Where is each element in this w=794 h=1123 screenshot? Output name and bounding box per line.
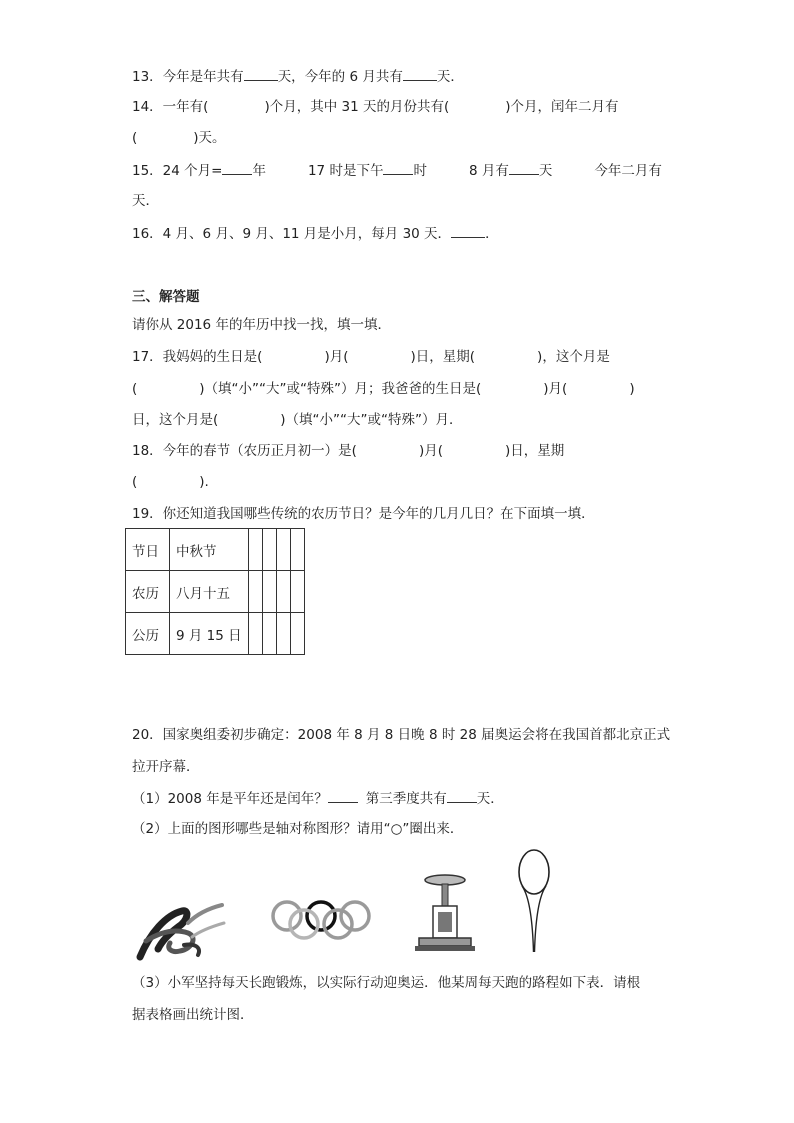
q14-text-1: 14．一年有( <box>132 99 209 115</box>
q20-part2-text: （2）上面的图形哪些是轴对称图形？请用“○”圈出来． <box>132 821 464 837</box>
ring-black <box>307 902 335 930</box>
q20-part1-text-2: 第三季度共有 <box>365 791 447 807</box>
empty-cell[interactable] <box>276 613 290 655</box>
q13-text-3: 天． <box>436 69 464 85</box>
q15-text-8: 天． <box>132 193 159 209</box>
q17-text-10: )（填“小”“大”或“特殊”）月． <box>280 412 463 428</box>
table-row <box>126 613 305 655</box>
q20-part3-text-1: （3）小军坚持每天长跑锻炼，以实际行动迎奥运．他某周每天跑的路程如下表．请根 <box>132 975 641 991</box>
question-17 <box>132 347 610 367</box>
q15-text-4: 时 <box>413 163 427 179</box>
empty-cell[interactable] <box>248 571 262 613</box>
question-20 <box>132 725 670 745</box>
q15-text-6: 天 <box>538 163 553 179</box>
answer-blank[interactable] <box>403 66 437 81</box>
q20-part3-text-2: 据表格画出统计图． <box>132 1007 254 1023</box>
question-14-line-2 <box>132 128 226 148</box>
question-20-line-2 <box>132 757 200 777</box>
empty-cell[interactable] <box>262 529 276 571</box>
table-row-label: 农历 <box>126 571 170 613</box>
olympic-torch-icon[interactable] <box>415 872 475 954</box>
q14-text-5: )天。 <box>193 130 226 146</box>
answer-blank[interactable] <box>509 160 539 175</box>
question-13 <box>132 66 464 87</box>
q15-text-3: 17 时是下午 <box>307 163 384 179</box>
racket-icon[interactable] <box>514 848 554 954</box>
question-20-part-1 <box>132 788 504 809</box>
question-18 <box>132 441 564 461</box>
empty-cell[interactable] <box>290 571 304 613</box>
answer-blank[interactable] <box>383 160 413 175</box>
answer-blank[interactable] <box>447 788 477 803</box>
q18-text-1: 18．今年的春节（农历正月初一）是( <box>132 443 357 459</box>
q18-text-2: )月( <box>418 443 443 459</box>
calligraphy-emblem-icon[interactable] <box>132 893 232 963</box>
table-row <box>126 571 305 613</box>
table-cell: 9 月 15 日 <box>170 613 249 655</box>
q17-text-1: 17．我妈妈的生日是( <box>132 349 263 365</box>
q17-text-4: )，这个月是 <box>537 349 610 365</box>
q17-text-8: ) <box>629 381 635 397</box>
q17-text-5: ( <box>132 381 138 397</box>
table-row-label: 公历 <box>126 613 170 655</box>
answer-blank[interactable] <box>328 788 358 803</box>
section-intro-text: 请你从 2016 年的年历中找一找，填一填． <box>132 317 391 333</box>
empty-cell[interactable] <box>276 571 290 613</box>
q15-text-2: 年 <box>252 163 266 179</box>
q20-text-2: 拉开序幕． <box>132 759 200 775</box>
q15-text-5: 8 月有 <box>468 163 509 179</box>
question-17-line-3 <box>132 410 463 430</box>
empty-cell[interactable] <box>248 529 262 571</box>
ring-blue <box>273 902 301 930</box>
question-16 <box>132 223 499 244</box>
table-row-label: 节日 <box>126 529 170 571</box>
question-19 <box>132 504 595 524</box>
ring-yellow <box>290 910 318 938</box>
q18-text-3: )日，星期 <box>505 443 565 459</box>
empty-cell[interactable] <box>290 613 304 655</box>
section-title-text: 三、解答题 <box>132 289 200 305</box>
q13-text-2: 天，今年的 6 月共有 <box>277 69 403 85</box>
q16-text-1: 16．4 月、6 月、9 月、11 月是小月，每月 30 天． <box>132 226 452 242</box>
empty-cell[interactable] <box>290 529 304 571</box>
festival-table <box>125 528 305 655</box>
question-14 <box>132 97 619 117</box>
ring-red <box>341 902 369 930</box>
question-17-line-2 <box>132 379 635 399</box>
question-18-line-2 <box>132 472 209 492</box>
table-cell: 八月十五 <box>170 571 249 613</box>
q15-text-7: 今年二月有 <box>594 163 662 179</box>
section-intro <box>132 315 391 335</box>
section-title <box>132 287 200 307</box>
question-20-part-3-line-2 <box>132 1005 254 1025</box>
q17-text-9: 日，这个月是( <box>132 412 219 428</box>
q14-text-3: )个月，闰年二月有 <box>505 99 619 115</box>
olympic-rings-icon[interactable] <box>268 900 378 940</box>
ring-green <box>324 910 352 938</box>
question-20-part-2 <box>132 819 463 839</box>
answer-blank[interactable] <box>222 160 252 175</box>
q17-text-6: )（填“小”“大”或“特殊”）月；我爸爸的生日是( <box>199 381 482 397</box>
q13-text-1: 13．今年是年共有 <box>132 69 244 85</box>
q20-part1-text-1: （1）2008 年是平年还是闰年？ <box>132 791 328 807</box>
question-20-part-3 <box>132 973 640 993</box>
empty-cell[interactable] <box>248 613 262 655</box>
q16-text-2: ． <box>485 226 499 242</box>
answer-blank[interactable] <box>451 223 485 238</box>
table-row <box>126 529 305 571</box>
question-15 <box>132 160 662 181</box>
q14-text-2: )个月，其中 31 天的月份共有( <box>264 99 450 115</box>
empty-cell[interactable] <box>262 613 276 655</box>
q17-text-2: )月( <box>324 349 349 365</box>
question-15-line-2 <box>132 191 159 211</box>
empty-cell[interactable] <box>276 529 290 571</box>
q17-text-3: )日，星期( <box>410 349 476 365</box>
q20-part1-text-3: 天． <box>476 791 504 807</box>
q19-text: 19．你还知道我国哪些传统的农历节日？是今年的几月几日？在下面填一填． <box>132 506 595 522</box>
q15-text-1: 15．24 个月= <box>132 163 223 179</box>
answer-blank[interactable] <box>244 66 278 81</box>
q17-text-7: )月( <box>543 381 568 397</box>
q14-text-4: ( <box>132 130 138 146</box>
q20-text-1: 20．国家奥组委初步确定：2008 年 8 月 8 日晚 8 时 28 届奥运会将在我国首都北京正式 <box>132 727 671 743</box>
q18-text-5: ). <box>199 474 209 490</box>
table-cell: 中秋节 <box>170 529 249 571</box>
q18-text-4: ( <box>132 474 138 490</box>
empty-cell[interactable] <box>262 571 276 613</box>
